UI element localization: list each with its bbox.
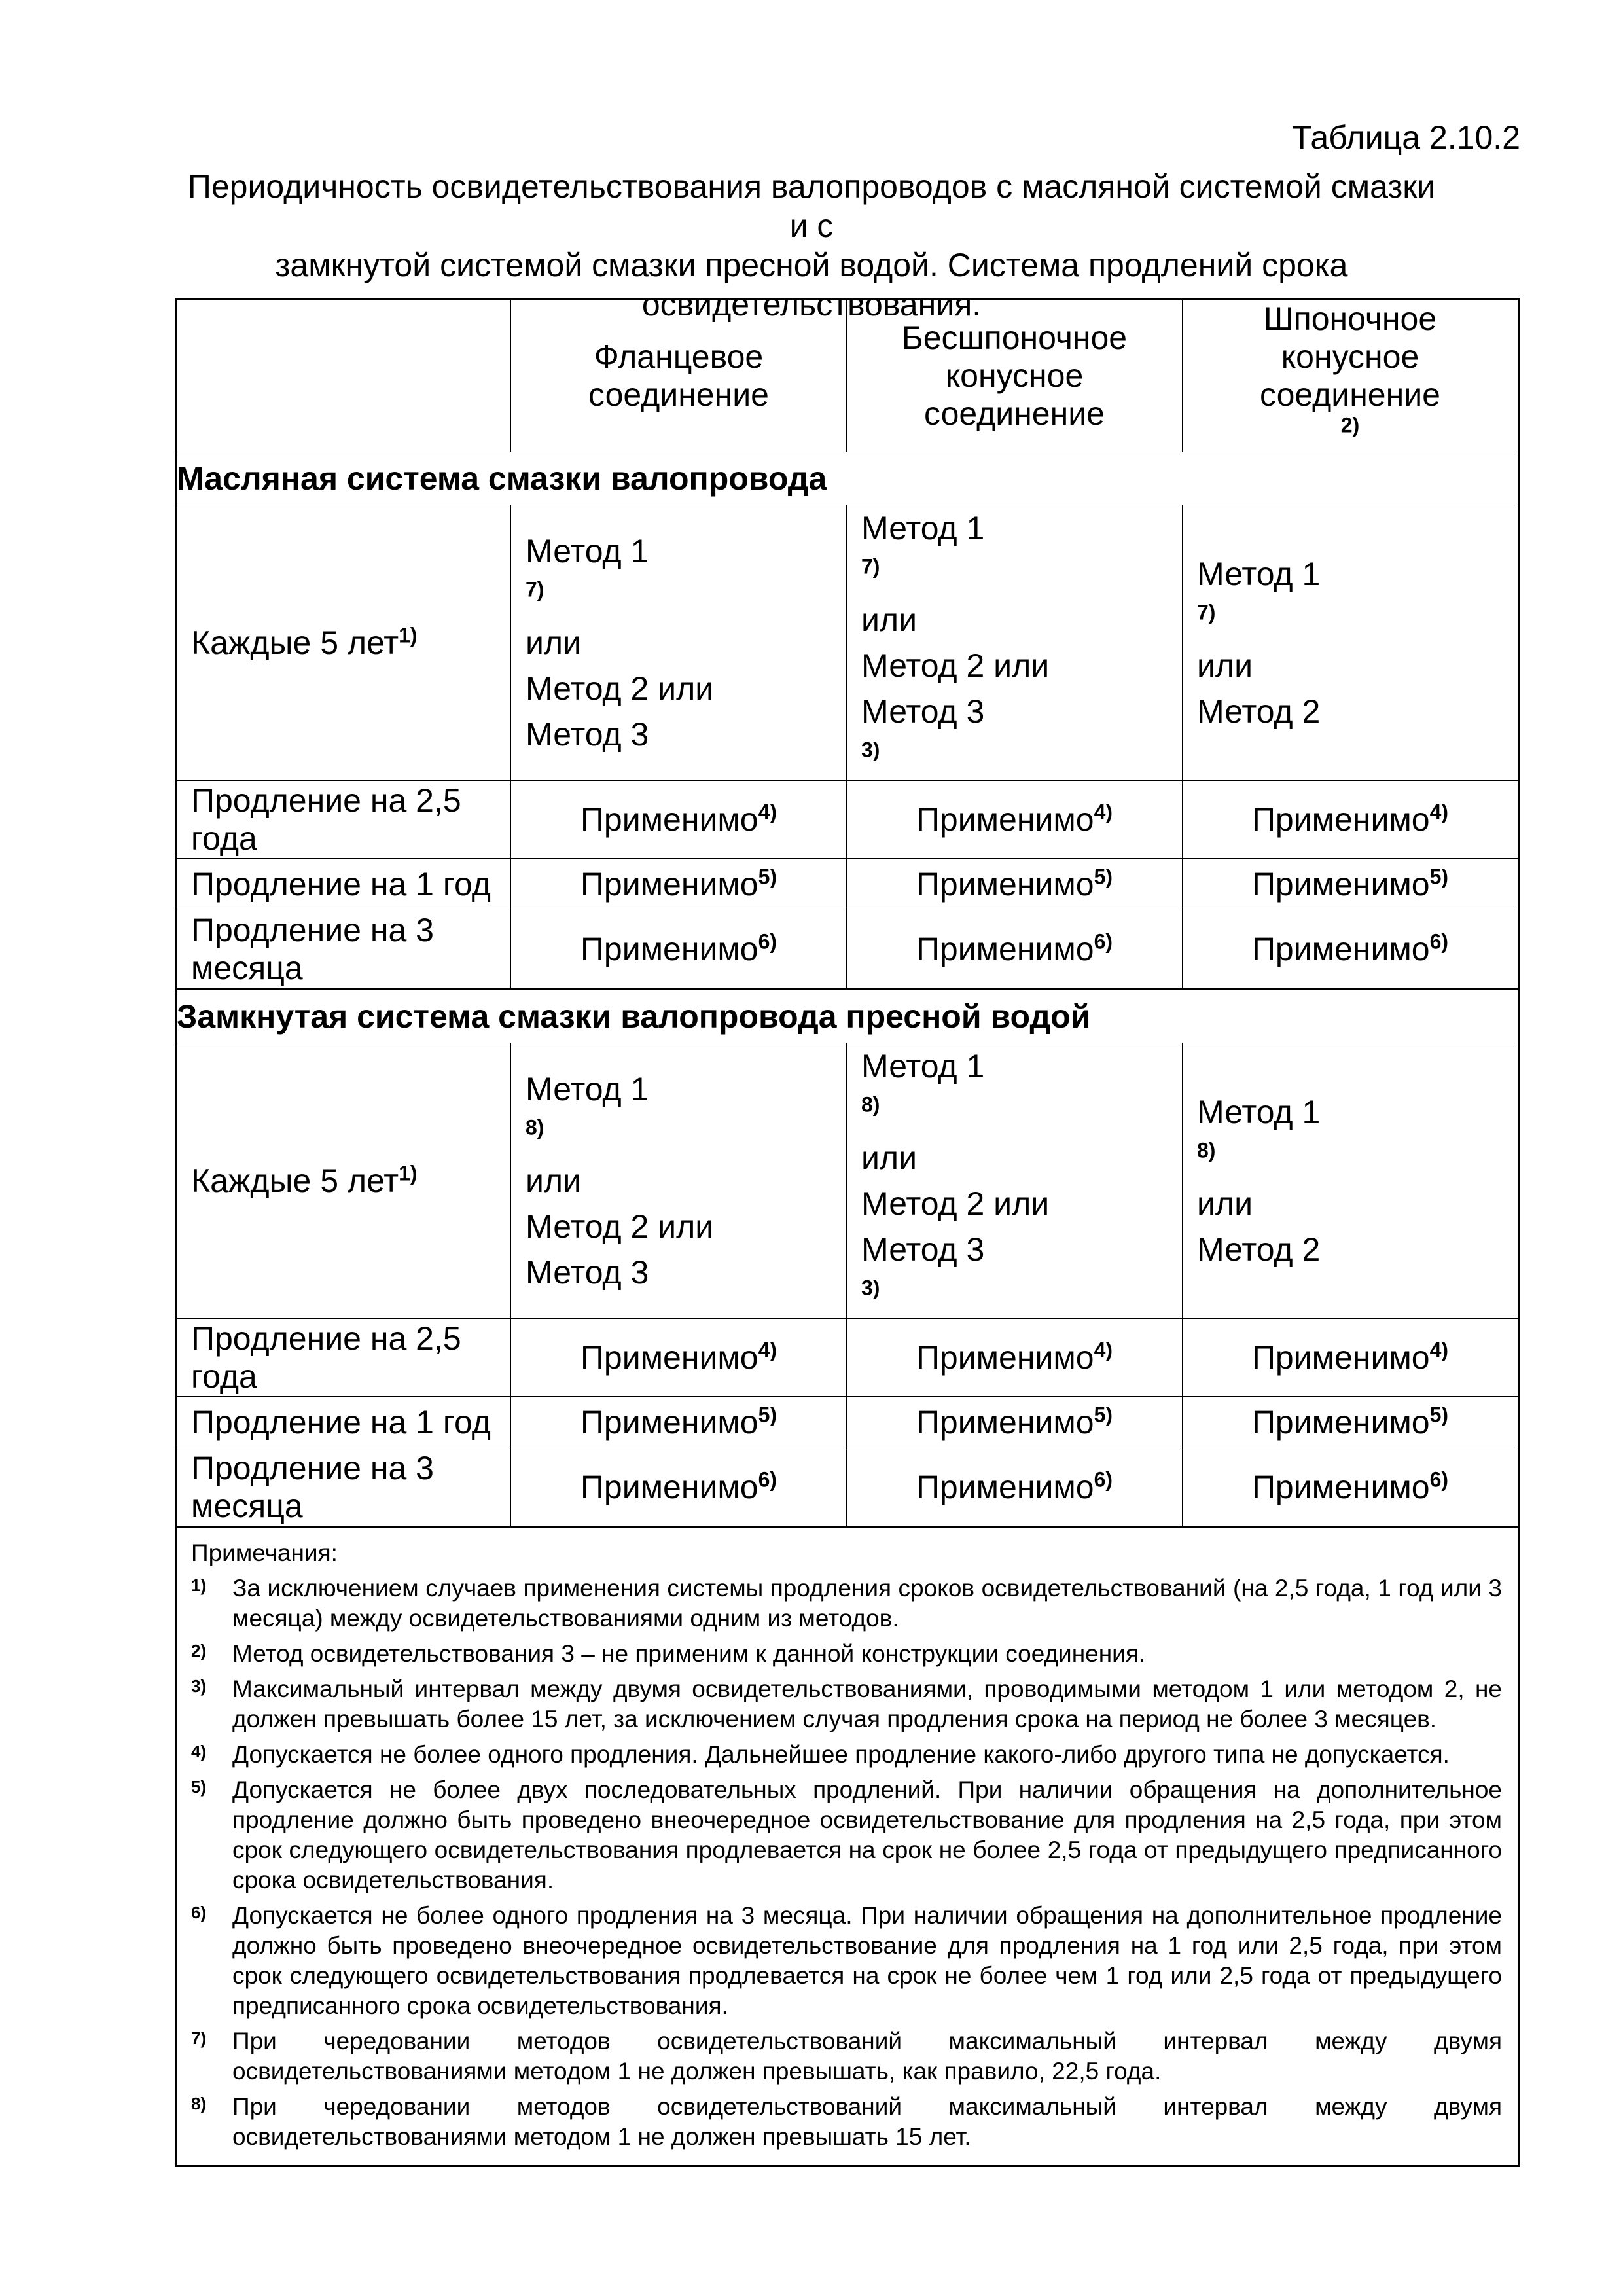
method-line [1197,551,1518,689]
footnote-ref: 8) [1197,1138,1216,1162]
note-item [191,2026,1502,2087]
footnote-ref: 6) [758,929,777,954]
header-text: Бесшпоночное [901,319,1128,356]
note-number: 2) [191,1641,207,1660]
method-line: Метод 2 [1197,1231,1321,1268]
method-line: Метод 2 или [526,670,714,707]
section-title-row [176,989,1519,1043]
method-cell [1183,1043,1519,1319]
method-cell [847,1043,1183,1319]
row-label [176,910,511,990]
footnote-ref: 2) [1340,413,1360,437]
note-item [191,2092,1502,2152]
method-line: Метод 2 [1197,693,1321,730]
footnote-ref: 8) [861,1092,880,1117]
note-number: 8) [191,2094,207,2113]
notes-row [176,1527,1519,2166]
applicability-text: Применимо [1251,1339,1430,1376]
method-text: Метод 3 [861,693,985,730]
method-text: Метод 1 [1197,556,1321,592]
footnote-ref: 4) [758,1338,777,1362]
extension-row [176,1319,1519,1397]
applicability-text: Применимо [1251,1469,1430,1505]
note-item [191,1639,1502,1669]
applicability-cell [1183,1448,1519,1527]
header-text: соединение [588,376,769,413]
method-line: Метод 2 или [526,1208,714,1245]
note-number: 5) [191,1777,207,1797]
footnote-ref: 1) [399,623,418,647]
header-text: Фланцевое [594,338,764,375]
method-text: или [526,624,582,661]
table-title-line: Периодичность освидетельствования валопроводов с масляной системой смазки и с [187,168,1436,244]
note-text: При чередовании методов освидетельствований максимальный интервал между двумя освидетельствованиями методом 1 не должен превышать, как правило, 22,5 года. [232,2028,1502,2085]
footnote-ref: 3) [861,1276,880,1300]
table-title-line: замкнутой системой смазки пресной водой. Система продлений срока [275,247,1348,283]
row-label [176,781,511,859]
method-text: Метод 1 [861,510,985,547]
note-text: При чередовании методов освидетельствований максимальный интервал между двумя освидетельствованиями методом 1 не должен превышать 15 лет. [232,2093,1502,2150]
header-text: соединение [1260,376,1440,413]
header-text: конусное [1281,338,1419,375]
method-text: Метод 1 [526,1071,649,1107]
header-text: конусное [945,357,1084,394]
applicability-cell [847,1397,1183,1448]
applicability-cell [511,1319,847,1397]
applicability-text: Применимо [916,1469,1094,1505]
row-label-text: Продление на 3 [191,1450,434,1486]
applicability-text: Применимо [580,801,758,838]
header-text [1183,376,1518,452]
footnote-ref: 5) [758,1403,777,1427]
applicability-cell [511,859,847,910]
applicability-cell [1183,1397,1519,1448]
footnote-ref: 1) [399,1161,418,1185]
note-number: 3) [191,1676,207,1696]
footnote-ref: 4) [1094,1338,1113,1362]
method-cell [511,505,847,781]
notes-title: Примечания: [191,1539,338,1566]
applicability-text: Применимо [580,866,758,903]
note-item [191,1775,1502,1895]
row-label-text: месяца [191,1488,303,1524]
footnote-ref: 7) [861,554,880,579]
method-line: Метод 2 или [861,647,1050,684]
footnote-ref: 6) [758,1467,777,1492]
note-text: Допускается не более одного продления. Дальнейшее продление какого-либо другого типа не допускается. [232,1741,1450,1768]
footnote-ref: 5) [1094,1403,1113,1427]
applicability-cell [1183,859,1519,910]
footnote-ref: 6) [1094,929,1113,954]
table-header-row [176,299,1519,452]
method-line: Метод 2 или [861,1185,1050,1222]
footnote-ref: 5) [1094,865,1113,889]
footnote-ref: 5) [1429,1403,1449,1427]
method-text: Метод 3 [861,1231,985,1268]
applicability-cell [511,1397,847,1448]
section-title-row [176,452,1519,505]
header-keyless-cone-connection [847,299,1183,452]
note-text: За исключением случаев применения системы продления сроков освидетельствований (на 2,5 года, 1 год или 3 месяца) между освидетельствованиями одним из методов. [232,1575,1502,1632]
note-item [191,1573,1502,1634]
extension-row [176,859,1519,910]
method-line [526,1249,846,1295]
method-text: или [1197,1185,1253,1222]
method-line [526,528,846,666]
method-text: Метод 1 [526,533,649,569]
applicability-text: Применимо [916,1339,1094,1376]
every-5-years-row [176,1043,1519,1319]
applicability-text: Применимо [580,1404,758,1441]
footnote-ref: 7) [526,577,544,601]
footnote-ref: 5) [758,865,777,889]
row-label [176,1448,511,1527]
footnote-ref: 7) [1197,600,1216,624]
applicability-cell [847,1448,1183,1527]
method-text: или [1197,647,1253,684]
footnote-ref: 4) [758,800,777,824]
note-text: Допускается не более двух последовательных продлений. При наличии обращения на дополнительное продление должно быть проведено внеочередное освидетельствование для продления на 2,5 года, при этом срок следующего освидетельствования продлевается на срок не более 2,5 года от предыдущего предписанного срока освидетельствования. [232,1776,1502,1893]
note-number: 7) [191,2028,207,2048]
notes-cell [176,1527,1519,2166]
footnote-ref: 4) [1429,1338,1449,1362]
row-label-text: Продление на 2,5 [191,782,461,819]
applicability-cell [1183,910,1519,990]
note-item [191,1740,1502,1770]
method-line [1197,1089,1518,1227]
applicability-cell [847,1319,1183,1397]
applicability-text: Применимо [580,1469,758,1505]
note-text: Допускается не более одного продления на 3 месяца. При наличии обращения на дополнительное продление должно быть проведено внеочередное освидетельствование для продления на 1 год или 2,5 года, при этом срок следующего освидетельствования продлевается на срок не более чем 1 год или 2,5 года от предыдущего предписанного срока освидетельствования. [232,1902,1502,2019]
applicability-text: Применимо [580,931,758,967]
applicability-text: Применимо [580,1339,758,1376]
header-text: Шпоночное [1263,300,1437,337]
section-title: Замкнутая система смазки валопровода пресной водой [176,989,1519,1043]
extension-row [176,781,1519,859]
table-title-line: освидетельствования. [641,286,982,323]
footnote-ref: 5) [1429,865,1449,889]
applicability-text: Применимо [1251,866,1430,903]
row-label-text: месяца [191,950,303,986]
note-text: Метод освидетельствования 3 – не применим к данной конструкции соединения. [232,1640,1146,1667]
method-line [861,689,1182,780]
section-title: Масляная система смазки валопровода [176,452,1519,505]
row-label [176,1319,511,1397]
row-label [176,1397,511,1448]
method-cell [511,1043,847,1319]
applicability-cell [511,1448,847,1527]
method-text: Метод 3 [526,1254,649,1291]
row-label-text: Продление на 1 год [191,1404,491,1441]
method-text: Метод 3 [526,716,649,753]
method-text: или [861,1139,918,1176]
row-label-text: Каждые 5 лет [191,624,399,661]
method-line [526,1066,846,1204]
extension-row [176,1397,1519,1448]
applicability-cell [1183,1319,1519,1397]
table-number: Таблица 2.10.2 [1292,119,1520,156]
extension-row [176,910,1519,990]
header-flange-connection [511,299,847,452]
applicability-text: Применимо [1251,801,1430,838]
header-empty-cell [176,299,511,452]
method-cell [847,505,1183,781]
footnote-ref: 4) [1429,800,1449,824]
row-label [176,505,511,781]
row-label-text: Каждые 5 лет [191,1162,399,1199]
note-number: 4) [191,1742,207,1761]
method-line [861,505,1182,643]
method-cell [1183,505,1519,781]
header-keyed-cone-connection [1183,299,1519,452]
footnote-ref: 6) [1429,929,1449,954]
row-label-text: Продление на 1 год [191,866,491,903]
applicability-text: Применимо [1251,931,1430,967]
row-label-text: года [191,1358,257,1395]
applicability-cell [511,781,847,859]
applicability-cell [511,910,847,990]
row-label-text: Продление на 3 [191,912,434,948]
note-item [191,1674,1502,1734]
method-text: Метод 1 [1197,1094,1321,1130]
note-item [191,1901,1502,2021]
footnote-ref: 6) [1429,1467,1449,1492]
method-line [861,1227,1182,1318]
row-label-text: Продление на 2,5 [191,1320,461,1357]
note-number: 1) [191,1575,207,1595]
applicability-cell [847,910,1183,990]
applicability-text: Применимо [916,866,1094,903]
applicability-cell [1183,781,1519,859]
row-label [176,1043,511,1319]
applicability-text: Применимо [1251,1404,1430,1441]
method-text: или [861,601,918,638]
footnote-ref: 6) [1094,1467,1113,1492]
footnote-ref: 3) [861,738,880,762]
inspection-periodicity-table [175,298,1520,2167]
applicability-text: Применимо [916,801,1094,838]
footnote-ref: 8) [526,1115,544,1139]
applicability-cell [847,859,1183,910]
method-line [526,711,846,757]
note-text: Максимальный интервал между двумя освидетельствованиями, проводимыми методом 1 или методом 2, не должен превышать более 15 лет, за исключением случая продления срока на период не более 3 месяцев. [232,1676,1502,1732]
note-number: 6) [191,1903,207,1922]
applicability-text: Применимо [916,931,1094,967]
applicability-cell [847,781,1183,859]
extension-row [176,1448,1519,1527]
method-text: Метод 1 [861,1048,985,1085]
header-text: соединение [924,395,1105,432]
every-5-years-row [176,505,1519,781]
row-label-text: года [191,820,257,857]
row-label [176,859,511,910]
applicability-text: Применимо [916,1404,1094,1441]
method-line [861,1043,1182,1181]
method-text: или [526,1162,582,1199]
footnote-ref: 4) [1094,800,1113,824]
